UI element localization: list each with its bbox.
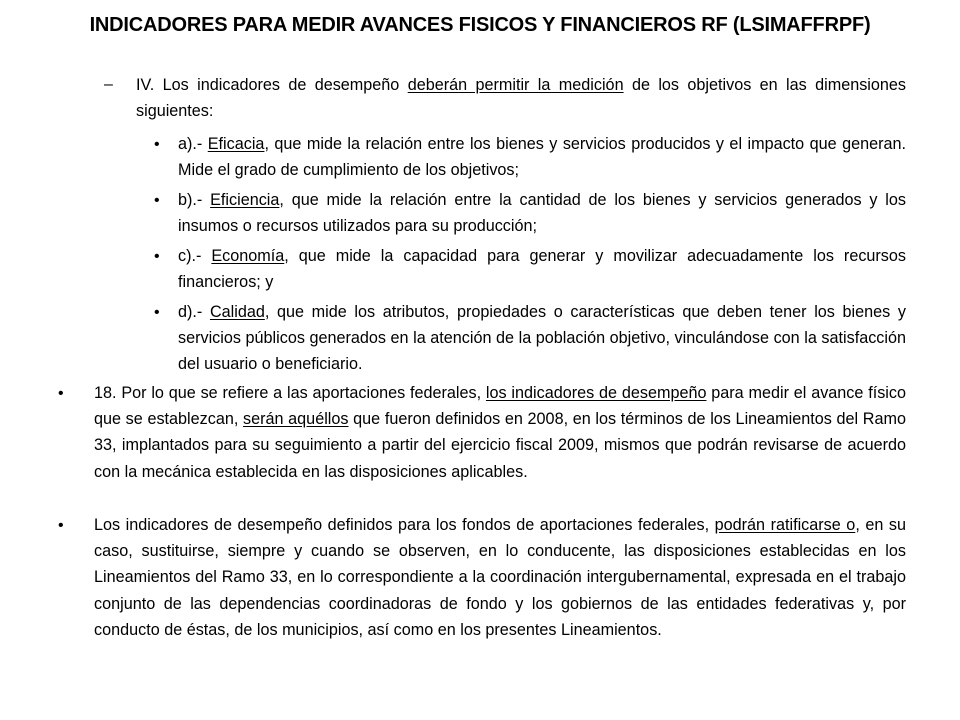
- list-item-economia: c).- Economía, que mide la capacidad para generar y movilizar adecuadamente los recursos financieros; y: [178, 247, 906, 292]
- paragraph-18: 18. Por lo que se refiere a las aportaciones federales, los indicadores de desempeño para medir el avance físico que se establezcan, serán aquéllos que fueron definidos en 2008, en los términos de los Lineamientos del Ramo 33, implantados para su seguimiento a partir del ejercicio fiscal 2009, mismos que podrán revisarse de acuerdo con la mecánica establecida en las disposiciones aplicables.: [94, 384, 906, 481]
- list-item-eficacia: a).- Eficacia, que mide la relación entre los bienes y servicios producidos y el impacto que generan. Mide el grado de cumplimiento de los objetivos;: [178, 135, 906, 180]
- term-economia: Economía: [211, 247, 285, 265]
- bullet-marker: •: [58, 517, 64, 534]
- list-item-eficiencia: b).- Eficiencia, que mide la relación entre la cantidad de los bienes y servicios generados y los insumos o recursos utilizados para su producción;: [178, 191, 906, 236]
- bullet-marker: •: [154, 192, 160, 209]
- list-item-calidad: d).- Calidad, que mide los atributos, propiedades o características que deben tener los bienes y servicios públicos generados en la atención de la población objetivo, vinculándose con la satisfacción del usuario o beneficiario.: [178, 303, 906, 374]
- dash-marker: –: [104, 76, 113, 93]
- slide-title: INDICADORES PARA MEDIR AVANCES FISICOS Y FINANCIEROS RF (LSIMAFFRPF): [89, 14, 871, 36]
- term-eficiencia: Eficiencia: [210, 191, 280, 209]
- underlined-phrase: los indicadores de desempeño: [485, 384, 707, 402]
- underlined-phrase: deberán permitir la medición: [407, 76, 624, 94]
- underlined-phrase: podrán ratificarse o: [714, 516, 856, 534]
- bullet-marker: •: [154, 136, 160, 153]
- bullet-marker: •: [154, 304, 160, 321]
- section-iv-paragraph: IV. Los indicadores de desempeño deberán permitir la medición de los objetivos en las dimensiones siguientes:: [136, 76, 907, 121]
- bullet-marker: •: [58, 385, 64, 402]
- term-calidad: Calidad: [209, 303, 265, 321]
- underlined-phrase: serán aquéllos: [243, 410, 349, 429]
- bullet-marker: •: [154, 248, 160, 265]
- term-eficacia: Eficacia: [207, 135, 265, 153]
- paragraph-aportaciones: Los indicadores de desempeño definidos para los fondos de aportaciones federales, podrán ratificarse o, en su caso, sustituirse, siempre y cuando se observen, en lo conducente, las disposiciones establecidas en los Lineamientos del Ramo 33, en lo correspondiente a la coordinación intergubernamental, expresada en el trabajo conjunto de las dependencias coordinadoras de fondo y los gobiernos de las entidades federativas y, por conducto de éstas, de los municipios, así como en los presentes Lineamientos.: [94, 516, 906, 639]
